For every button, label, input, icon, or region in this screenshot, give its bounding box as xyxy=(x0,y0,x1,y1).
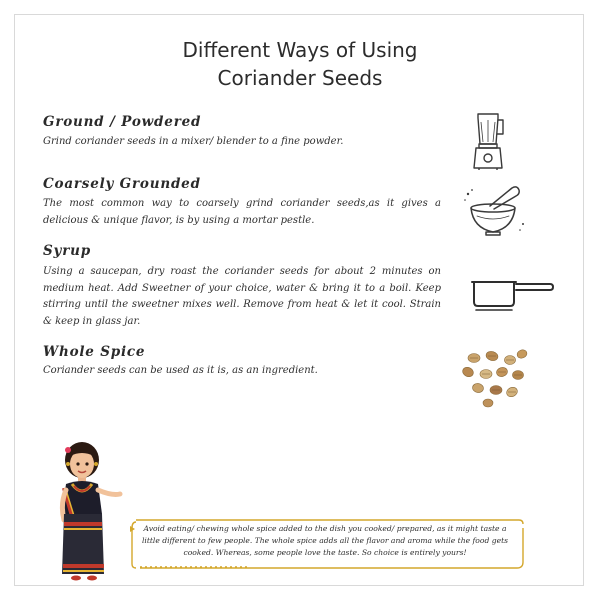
section-body-coarse: The most common way to coarsely grind coriander seeds,as it gives a delicious & unique flavor, is by using a mortar pestle. xyxy=(43,198,441,226)
coriander-seeds-icon xyxy=(456,348,536,408)
section-body-whole: Coriander seeds can be used as it is, as an ingredient. xyxy=(43,365,318,376)
section-heading-ground: Ground / Powdered xyxy=(43,114,202,130)
tip-text: Avoid eating/ chewing whole spice added to the dish you cooked/ prepared, as it might taste a little different to few people. The whole spice adds all the flavor and aroma while the food gets cooked. Whereas, some people love the taste. So choice is entirely yours! xyxy=(141,524,509,557)
section-heading-syrup: Syrup xyxy=(43,243,91,259)
saucepan-icon xyxy=(468,272,556,312)
section-heading-whole: Whole Spice xyxy=(43,344,146,360)
section-body-syrup: Using a saucepan, dry roast the coriander seeds for about 2 minutes on medium heat. Add Sweetner of your choice, water & bring it to a boil. Keep stirring until the sweetner mixes well. Remove from heat & let it cool. Strain & keep in glass jar. xyxy=(43,266,441,327)
title-line-2: Coriander Seeds xyxy=(217,66,383,90)
title-line-1: Different Ways of Using xyxy=(182,38,418,62)
section-body-ground: Grind coriander seeds in a mixer/ blender to a fine powder. xyxy=(43,136,344,147)
mortar-pestle-icon xyxy=(460,182,528,237)
section-heading-coarse: Coarsely Grounded xyxy=(43,176,201,192)
page-title xyxy=(0,36,600,92)
blender-icon xyxy=(468,110,508,172)
woman-mascot-icon xyxy=(44,438,124,583)
